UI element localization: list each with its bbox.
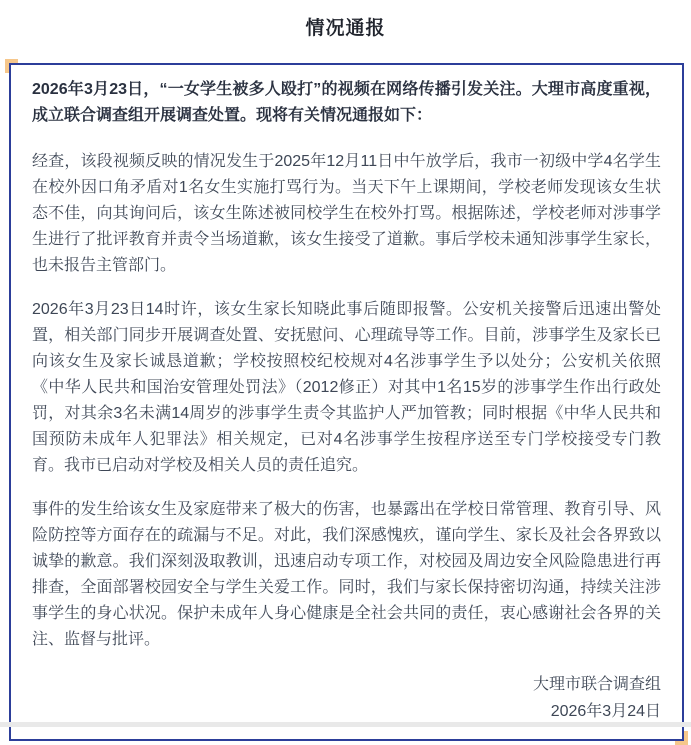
- notice-paragraph-actions: 2026年3月23日14时许，该女生家长知晓此事后随即报警。公安机关接警后迅速出警处置，相关部门同步开展调查处置、安抚慰问、心理疏导等工作。目前，涉事学生及家长已向该女生及家长诚恳道歉；学校按照校纪校规对4名涉事学生予以处分；公安机关依照《中华人民共和国治安管理处罚法》（2012修正）对其中1名15岁的涉事学生作出行政处罚，对其余3名未满14周岁的涉事学生责令其监护人严加管教；同时根据《中华人民共和国预防未成年人犯罪法》相关规定，已对4名涉事学生按程序送至专门学校接受专门教育。我市已启动对学校及相关人员的责任追究。: [32, 301, 661, 474]
- notice-paragraph-apology: 事件的发生给该女生及家庭带来了极大的伤害，也暴露出在学校日常管理、教育引导、风险防控等方面存在的疏漏与不足。对此，我们深感愧疚，谨向学生、家长及社会各界致以诚挚的歉意。我们深刻汲取教训，迅速启动专项工作，对校园及周边安全风险隐患进行再排查，全面部署校园安全与学生关爱工作。同时，我们与家长保持密切沟通，持续关注涉事学生的身心状况。保护未成年人身心健康是全社会共同的责任，衷心感谢社会各界的关注、监督与批评。: [32, 501, 661, 648]
- signature-org: 大理市联合调查组: [532, 676, 661, 693]
- page-bottom-edge: [0, 722, 691, 727]
- signature-block: [32, 671, 661, 725]
- corner-accent-bottom-right-icon: [675, 731, 688, 745]
- page-title: 情况通报: [305, 18, 386, 39]
- notice-box: [9, 63, 684, 741]
- notice-paragraph-findings: 经查，该段视频反映的情况发生于2025年12月11日中午放学后，我市一初级中学4名学生在校外因口角矛盾对1名女生实施打骂行为。当天下午上课期间，学校老师发现该女生状态不佳，向其询问后，该女生陈述被同校学生在校外打骂。根据陈述，学校老师对涉事学生进行了批评教育并责令当场道歉，该女生接受了道歉。事后学校未通知涉事学生家长，也未报告主管部门。: [32, 153, 661, 274]
- corner-accent-top-left-icon: [5, 59, 18, 73]
- signature-date: 2026年3月24日: [550, 703, 661, 720]
- notice-page: [0, 13, 691, 727]
- notice-paragraph-intro: 2026年3月23日，“一女学生被多人殴打”的视频在网络传播引发关注。大理市高度重视，成立联合调查组开展调查处置。现将有关情况通报如下：: [32, 81, 661, 124]
